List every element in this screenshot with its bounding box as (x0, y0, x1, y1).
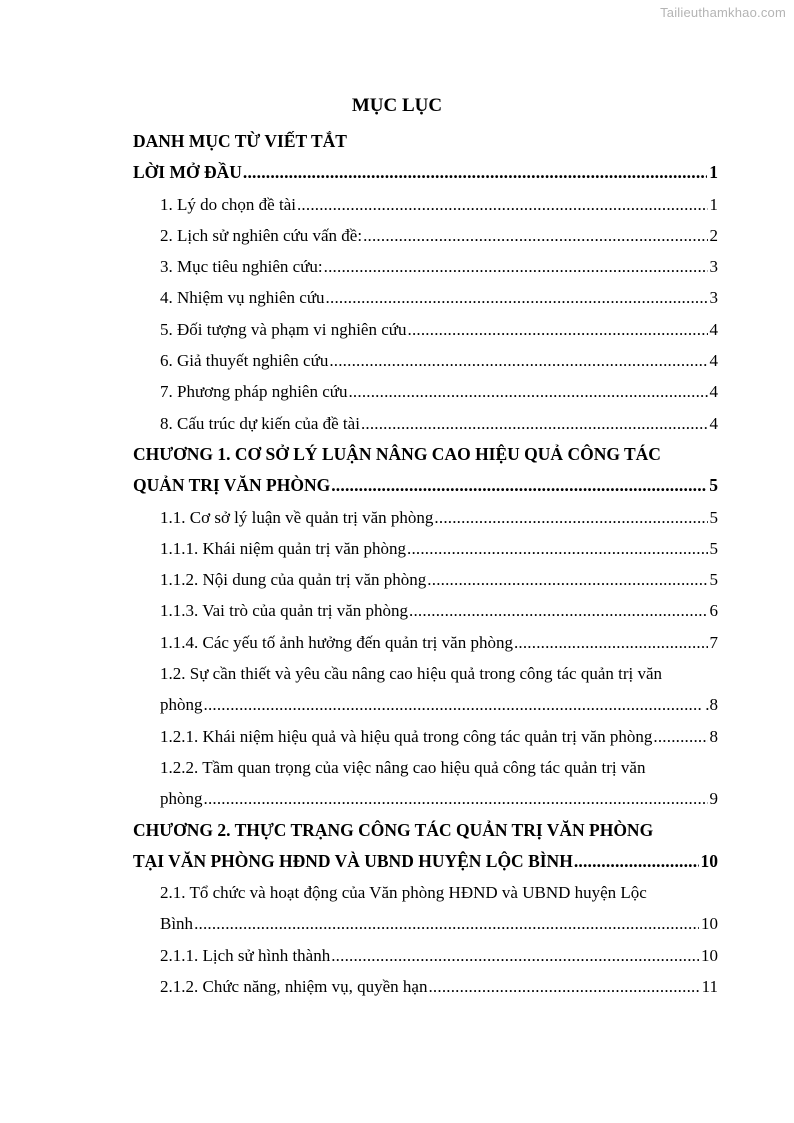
toc-page-number: 4 (709, 319, 718, 339)
toc-page-number: 2 (709, 225, 718, 245)
toc-entry[interactable] (133, 877, 718, 908)
toc-entry[interactable] (133, 658, 718, 689)
toc-leader-dots (297, 189, 708, 220)
toc-label: 6. Giả thuyết nghiên cứu (160, 351, 329, 371)
toc-leader-dots (243, 157, 707, 188)
toc-label: 1.2. Sự cần thiết và yêu cầu nâng cao hiệu quả trong công tác quản trị văn (160, 664, 663, 684)
toc-entry[interactable] (133, 502, 718, 533)
toc-page-number: 7 (709, 632, 718, 652)
toc-leader-dots (514, 627, 708, 658)
toc-leader-dots (574, 846, 699, 877)
toc-heading[interactable] (133, 470, 718, 501)
toc-label: 1.2.2. Tầm quan trọng của việc nâng cao hiệu quả công tác quản trị văn (160, 757, 646, 777)
toc-heading[interactable] (133, 157, 718, 188)
toc-label: 1.1.1. Khái niệm quản trị văn phòng (160, 538, 406, 558)
toc-entry[interactable] (133, 220, 718, 251)
toc-entry[interactable] (133, 533, 718, 564)
toc-label: DANH MỤC TỪ VIẾT TẮT (133, 131, 347, 151)
toc-leader-dots (363, 220, 707, 251)
toc-entry[interactable] (133, 752, 718, 783)
toc-leader-dots (329, 345, 707, 376)
toc-label: CHƯƠNG 2. THỰC TRẠNG CÔNG TÁC QUẢN TRỊ VĂN PHÒNG (133, 819, 654, 840)
toc-entry[interactable] (133, 627, 718, 658)
toc-label: 4. Nhiệm vụ nghiên cứu (160, 288, 325, 308)
toc-label: 1.1.4. Các yếu tố ảnh hưởng đến quản trị văn phòng (160, 632, 513, 652)
toc-entry[interactable] (133, 282, 718, 313)
toc-label: 2.1. Tổ chức và hoạt động của Văn phòng HĐND và UBND huyện Lộc (160, 883, 647, 903)
toc-leader-dots (204, 783, 708, 814)
toc-leader-dots (324, 251, 708, 282)
toc-page-number: 9 (709, 789, 718, 809)
toc-leader-dots (348, 376, 707, 407)
toc-page-number: 5 (709, 570, 718, 590)
toc-label: 8. Cấu trúc dự kiến của đề tài (160, 413, 360, 433)
toc-label: 7. Phương pháp nghiên cứu (160, 382, 348, 402)
toc-entry[interactable] (133, 908, 718, 939)
toc-leader-dots (331, 940, 699, 971)
toc-entry[interactable] (133, 721, 718, 752)
toc-page-number: .8 (705, 695, 718, 715)
toc-page-number: 11 (701, 977, 718, 997)
toc-leader-dots (361, 408, 708, 439)
toc-page-number: 5 (709, 475, 718, 496)
toc-entry[interactable] (133, 595, 718, 626)
toc-leader-dots (428, 971, 699, 1002)
toc-label: TẠI VĂN PHÒNG HĐND VÀ UBND HUYỆN LỘC BÌNH (133, 850, 573, 871)
toc-page-number: 5 (709, 507, 718, 527)
toc-entry[interactable] (133, 783, 718, 814)
toc-leader-dots (326, 282, 708, 313)
toc-entry[interactable] (133, 940, 718, 971)
toc-leader-dots (434, 502, 707, 533)
toc-entry[interactable] (133, 345, 718, 376)
toc-leader-dots (427, 564, 707, 595)
toc-label: 1.1.3. Vai trò của quản trị văn phòng (160, 601, 409, 621)
toc-label: CHƯƠNG 1. CƠ SỞ LÝ LUẬN NÂNG CAO HIỆU QUẢ CÔNG TÁC (133, 443, 661, 464)
toc-page-number: 4 (709, 351, 718, 371)
toc-label: 2. Lịch sử nghiên cứu vấn đề: (160, 225, 363, 245)
toc-entry[interactable] (133, 314, 718, 345)
toc-page-number: 3 (709, 288, 718, 308)
toc-entry[interactable] (133, 251, 718, 282)
toc-entry[interactable] (133, 971, 718, 1002)
page-title: MỤC LỤC (351, 95, 443, 116)
toc-page-number: 4 (709, 382, 718, 402)
toc-page-number: 1 (709, 194, 718, 214)
toc-page-number: 1 (709, 162, 718, 183)
toc-leader-dots (407, 533, 708, 564)
watermark: Tailieuthamkhao.com (660, 5, 786, 20)
toc-label: 1. Lý do chọn đề tài (160, 194, 296, 214)
toc-heading[interactable] (133, 846, 718, 877)
toc-leader-dots (653, 721, 707, 752)
toc-leader-dots (194, 908, 699, 939)
toc-label: 2.1.1. Lịch sử hình thành (160, 945, 331, 965)
toc-leader-dots (408, 314, 708, 345)
toc-heading[interactable] (133, 126, 718, 157)
toc-leader-dots (409, 595, 707, 626)
toc-label: 3. Mục tiêu nghiên cứu: (160, 257, 323, 277)
toc-page-number: 10 (700, 850, 718, 871)
toc-entry[interactable] (133, 408, 718, 439)
toc-page-number: 10 (701, 914, 718, 934)
toc-heading[interactable] (133, 815, 718, 846)
toc-page-number: 8 (709, 726, 718, 746)
toc-page-number: 5 (709, 538, 718, 558)
toc-label: 2.1.2. Chức năng, nhiệm vụ, quyền hạn (160, 977, 428, 997)
toc-label: phòng (160, 695, 203, 715)
toc-entry[interactable] (133, 376, 718, 407)
toc-leader-dots (331, 470, 707, 501)
table-of-contents (133, 126, 718, 1002)
toc-page-number: 4 (709, 413, 718, 433)
toc-label: 5. Đối tượng và phạm vi nghiên cứu (160, 319, 407, 339)
toc-label: 1.2.1. Khái niệm hiệu quả và hiệu quả trong công tác quản trị văn phòng (160, 726, 653, 746)
toc-leader-dots (204, 689, 704, 720)
toc-entry[interactable] (133, 689, 718, 720)
toc-page-number: 3 (709, 257, 718, 277)
toc-label: QUẢN TRỊ VĂN PHÒNG (133, 475, 331, 496)
toc-label: LỜI MỞ ĐẦU (133, 162, 242, 183)
toc-page-number: 10 (701, 945, 718, 965)
toc-entry[interactable] (133, 189, 718, 220)
toc-label: Bình (160, 914, 194, 934)
toc-heading[interactable] (133, 439, 718, 470)
toc-label: 1.1.2. Nội dung của quản trị văn phòng (160, 570, 427, 590)
toc-page-number: 6 (709, 601, 718, 621)
toc-label: 1.1. Cơ sở lý luận về quản trị văn phòng (160, 507, 434, 527)
toc-entry[interactable] (133, 564, 718, 595)
toc-label: phòng (160, 789, 203, 809)
